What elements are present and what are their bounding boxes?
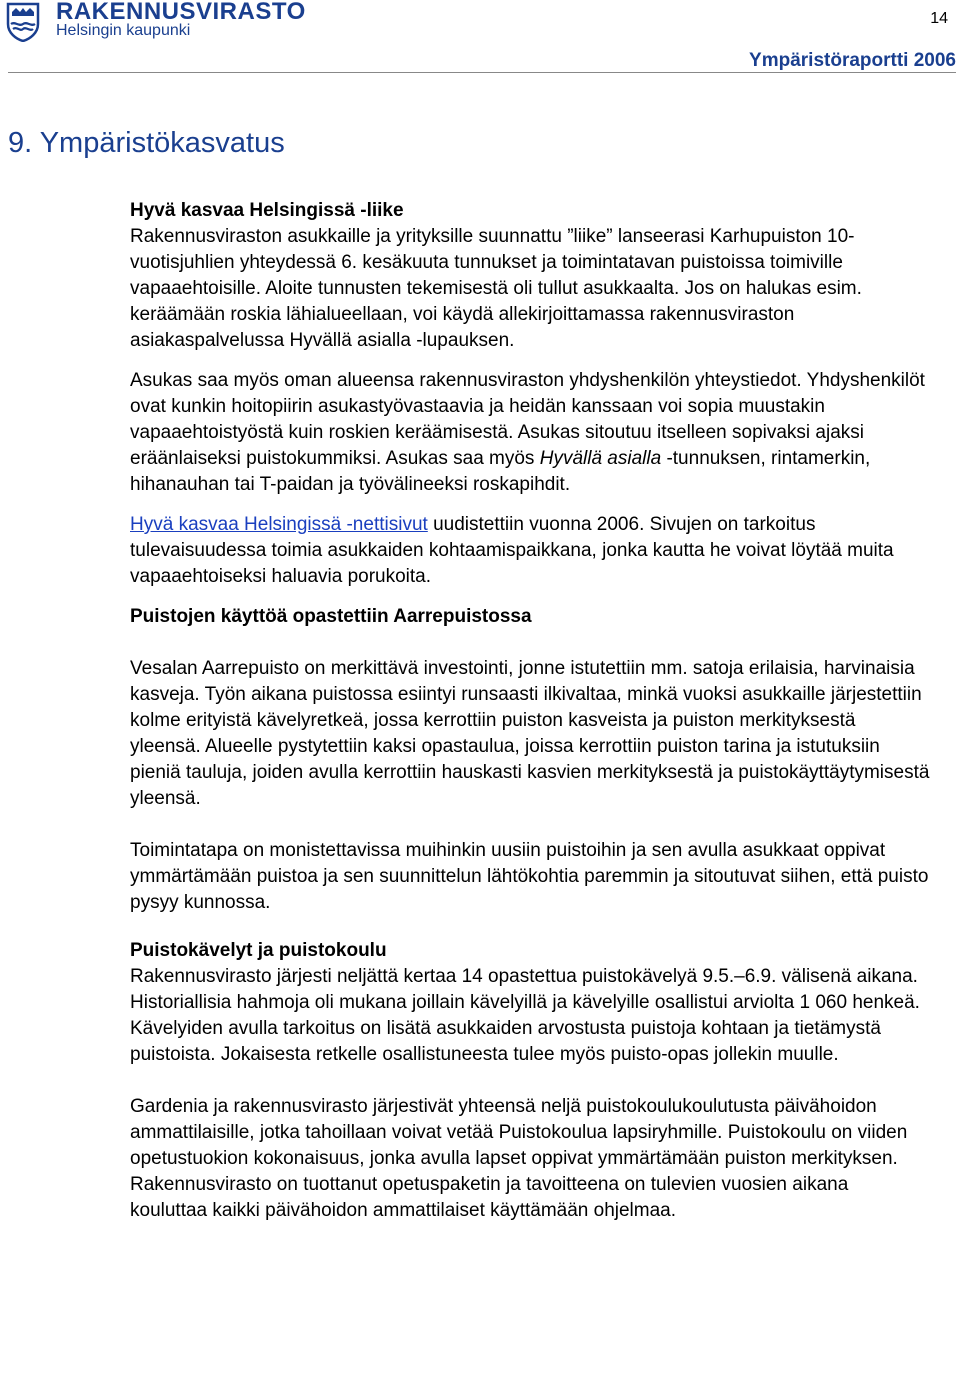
organization-name: RAKENNUSVIRASTO <box>56 0 306 25</box>
section-heading: Puistojen käyttöä opastettiin Aarrepuistossa <box>130 606 532 627</box>
paragraph: Vesalan Aarrepuisto on merkittävä investointi, jonne istutettiin mm. satoja erilaisia, harvinaisia kasveja. Työn aikana puistossa esiintyi runsaasti ilkivaltaa, minkä vuoksi asukkaille järjestettiin kolme erityistä kävelyretkeä, jossa kerrottiin puiston kasveista ja puiston merkityksestä yleensä. Alueelle pystytettiin kaksi opastaulua, joissa kerrottiin puiston tarina ja istutuksiin pieniä tauluja, joiden avulla kerrottiin hauskasti kasvien merkityksestä ja puistokäyttäytymisestä yleensä. <box>130 658 930 809</box>
paragraph-text: Asukas saa myös oman alueensa rakennusviraston yhdyshenkilön yhteystiedot. Yhdyshenkilöt ovat kunkin hoitopiirin asukastyövastaavia ja heidän kanssaan voi sopia muustakin vapaaehtoistyöstä kuin roskien keräämisestä. Asukas sitoutuu itselleen sopivaksi ajaksi eräänlaiseksi puistokummiksi. Asukas saa myös <box>130 370 925 469</box>
report-title: Ympäristöraportti 2006 <box>749 50 956 71</box>
paragraph <box>130 368 930 498</box>
paragraph: Toimintatapa on monistettavissa muihinkin uusiin puistoihin ja sen avulla asukkaat oppivat ymmärtämään puistoa ja sen suunnittelun lähtökohtia paremmin ja sitoutuvat siihen, että puisto pysyy kunnossa. <box>130 840 929 913</box>
chapter-title: 9. Ympäristökasvatus <box>8 127 285 159</box>
paragraph: Gardenia ja rakennusvirasto järjestivät yhteensä neljä puistokoulukoulutusta päivähoidon ammattilaisille, jotka tahoillaan voivat vetää Puistokoulua lapsiryhmille. Puistokoulu on viiden opetustuokion kokonaisuus, jonka avulla lapset oppivat ymmärtämään puiston merkityksen. Rakennusvirasto on tuottanut opetuspaketin ja tavoitteena on tulevien vuosien aikana kouluttaa kaikki päivähoidon ammattilaiset käyttämään ohjelmaa. <box>130 1096 908 1221</box>
website-link[interactable]: Hyvä kasvaa Helsingissä -nettisivut <box>130 514 428 535</box>
organization-subtitle: Helsingin kaupunki <box>56 22 191 39</box>
page-number: 14 <box>930 10 948 27</box>
paragraph: Rakennusviraston asukkaille ja yrityksille suunnattu ”liike” lanseerasi Karhupuiston 10-vuotisjuhlien yhteydessä 6. kesäkuuta tunnukset ja toimintatavan puistoissa toimiville vapaaehtoisille. Aloite tunnusten tekemisestä oli tullut asukkaalta. Jos on halukas esim. keräämään roskia lähialueellaan, voi käydä allekirjoittamassa rakennusviraston asiakaspalvelussa Hyvällä asialla -lupauksen. <box>130 226 862 351</box>
section-heading: Hyvä kasvaa Helsingissä -liike <box>130 200 404 221</box>
paragraph-text: uudistettiin vuonna 2006. Sivujen on tarkoitus tulevaisuudessa toimia asukkaiden kohtaamispaikkana, jonka kautta he voivat löytää muita vapaaehtoiseksi haluavia porukoita. <box>130 514 894 587</box>
paragraph <box>130 512 930 590</box>
section-heading: Puistokävelyt ja puistokoulu <box>130 940 387 961</box>
helsinki-crest-icon <box>6 2 40 42</box>
document-body <box>130 198 930 1224</box>
paragraph: Rakennusvirasto järjesti neljättä kertaa 14 opastettua puistokävelyä 9.5.–6.9. välisenä aikana. Historiallisia hahmoja oli mukana joillain kävelyillä ja kävelyille osallistui arviolta 1 060 henkeä. Kävelyiden avulla tarkoitus on lisätä asukkaiden arvostusta puistoja kohtaan ja tietämystä puistoista. Jokaisesta retkelle osallistuneesta tulee myös puisto-opas jollekin muulle. <box>130 966 920 1065</box>
header-divider <box>8 72 956 73</box>
page-header <box>0 0 960 80</box>
paragraph-text: -tunnuksen, rintamerkin, hihanauhan tai T-paidan ja työvälineeksi roskapihdit. <box>130 448 871 495</box>
emphasized-text: Hyvällä asialla <box>539 448 662 469</box>
